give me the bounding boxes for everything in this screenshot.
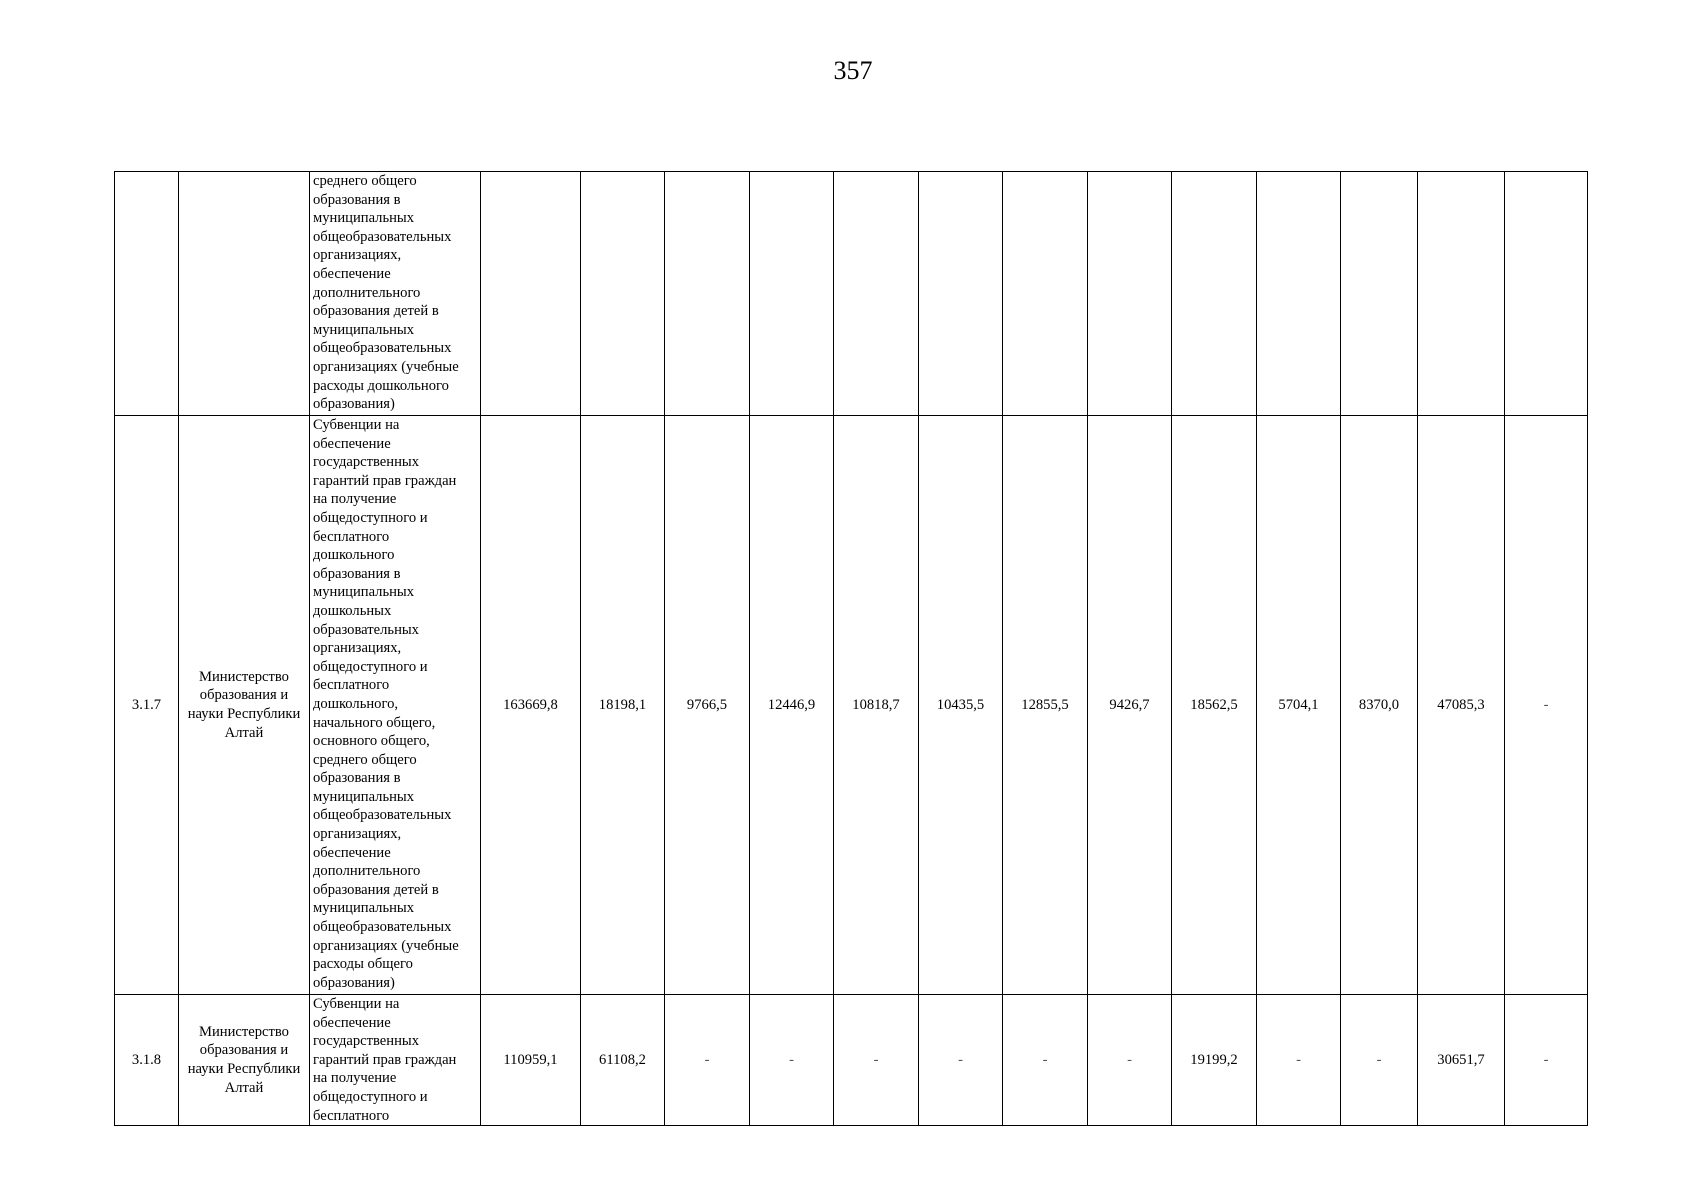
value-cell: 12446,9 bbox=[750, 416, 834, 995]
value-cell: - bbox=[750, 995, 834, 1126]
table-row bbox=[115, 995, 1588, 1126]
description-cell: Субвенции на обеспечение государственных гарантий прав граждан на получение общедоступного и бесплатного дошкольного образования в муниципальных дошкольных образовательных организациях, общедоступного и бесплатного дошкольного, начального общего, основного общего, среднего общего образования в муниципальных общеобразовательных организациях, обеспечение дополнительного образования детей в муниципальных общеобразовательных организациях (учебные расходы общего образования) bbox=[310, 416, 481, 995]
value-cell: 12855,5 bbox=[1003, 416, 1088, 995]
table-row bbox=[115, 416, 1588, 995]
description-cell: среднего общего образования в муниципальных общеобразовательных организациях, обеспечение дополнительного образования детей в муниципальных общеобразовательных организациях (учебные расходы дошкольного образования) bbox=[310, 172, 481, 416]
value-cell: 5704,1 bbox=[1257, 416, 1341, 995]
row-number: 3.1.7 bbox=[115, 416, 179, 995]
value-cell: 30651,7 bbox=[1418, 995, 1505, 1126]
row-number bbox=[115, 172, 179, 416]
value-cell bbox=[665, 172, 750, 416]
value-cell: 9426,7 bbox=[1088, 416, 1172, 995]
value-cell bbox=[1257, 172, 1341, 416]
value-cell: 110959,1 bbox=[481, 995, 581, 1126]
value-cell: - bbox=[1505, 995, 1588, 1126]
value-cell: 18562,5 bbox=[1172, 416, 1257, 995]
value-cell bbox=[581, 172, 665, 416]
value-cell: 8370,0 bbox=[1341, 416, 1418, 995]
row-number: 3.1.8 bbox=[115, 995, 179, 1126]
value-cell: 18198,1 bbox=[581, 416, 665, 995]
value-cell: 47085,3 bbox=[1418, 416, 1505, 995]
value-cell bbox=[481, 172, 581, 416]
organization-cell bbox=[179, 172, 310, 416]
value-cell bbox=[750, 172, 834, 416]
value-cell: 10435,5 bbox=[919, 416, 1003, 995]
value-cell bbox=[1003, 172, 1088, 416]
table-row bbox=[115, 172, 1588, 416]
value-cell: - bbox=[834, 995, 919, 1126]
organization-cell: Министерство образования и науки Республики Алтай bbox=[179, 995, 310, 1126]
budget-table bbox=[114, 171, 1588, 1126]
value-cell: 163669,8 bbox=[481, 416, 581, 995]
value-cell: - bbox=[1003, 995, 1088, 1126]
value-cell bbox=[1505, 172, 1588, 416]
value-cell: - bbox=[665, 995, 750, 1126]
value-cell: 9766,5 bbox=[665, 416, 750, 995]
value-cell: - bbox=[1257, 995, 1341, 1126]
page-number: 357 bbox=[833, 56, 873, 85]
value-cell: 61108,2 bbox=[581, 995, 665, 1126]
value-cell: - bbox=[1505, 416, 1588, 995]
value-cell bbox=[1341, 172, 1418, 416]
value-cell: - bbox=[1341, 995, 1418, 1126]
value-cell: 10818,7 bbox=[834, 416, 919, 995]
value-cell: 19199,2 bbox=[1172, 995, 1257, 1126]
organization-cell: Министерство образования и науки Республики Алтай bbox=[179, 416, 310, 995]
value-cell bbox=[1088, 172, 1172, 416]
description-cell: Субвенции на обеспечение государственных гарантий прав граждан на получение общедоступного и бесплатного bbox=[310, 995, 481, 1126]
value-cell: - bbox=[1088, 995, 1172, 1126]
value-cell bbox=[1418, 172, 1505, 416]
value-cell bbox=[834, 172, 919, 416]
value-cell bbox=[1172, 172, 1257, 416]
value-cell bbox=[919, 172, 1003, 416]
value-cell: - bbox=[919, 995, 1003, 1126]
